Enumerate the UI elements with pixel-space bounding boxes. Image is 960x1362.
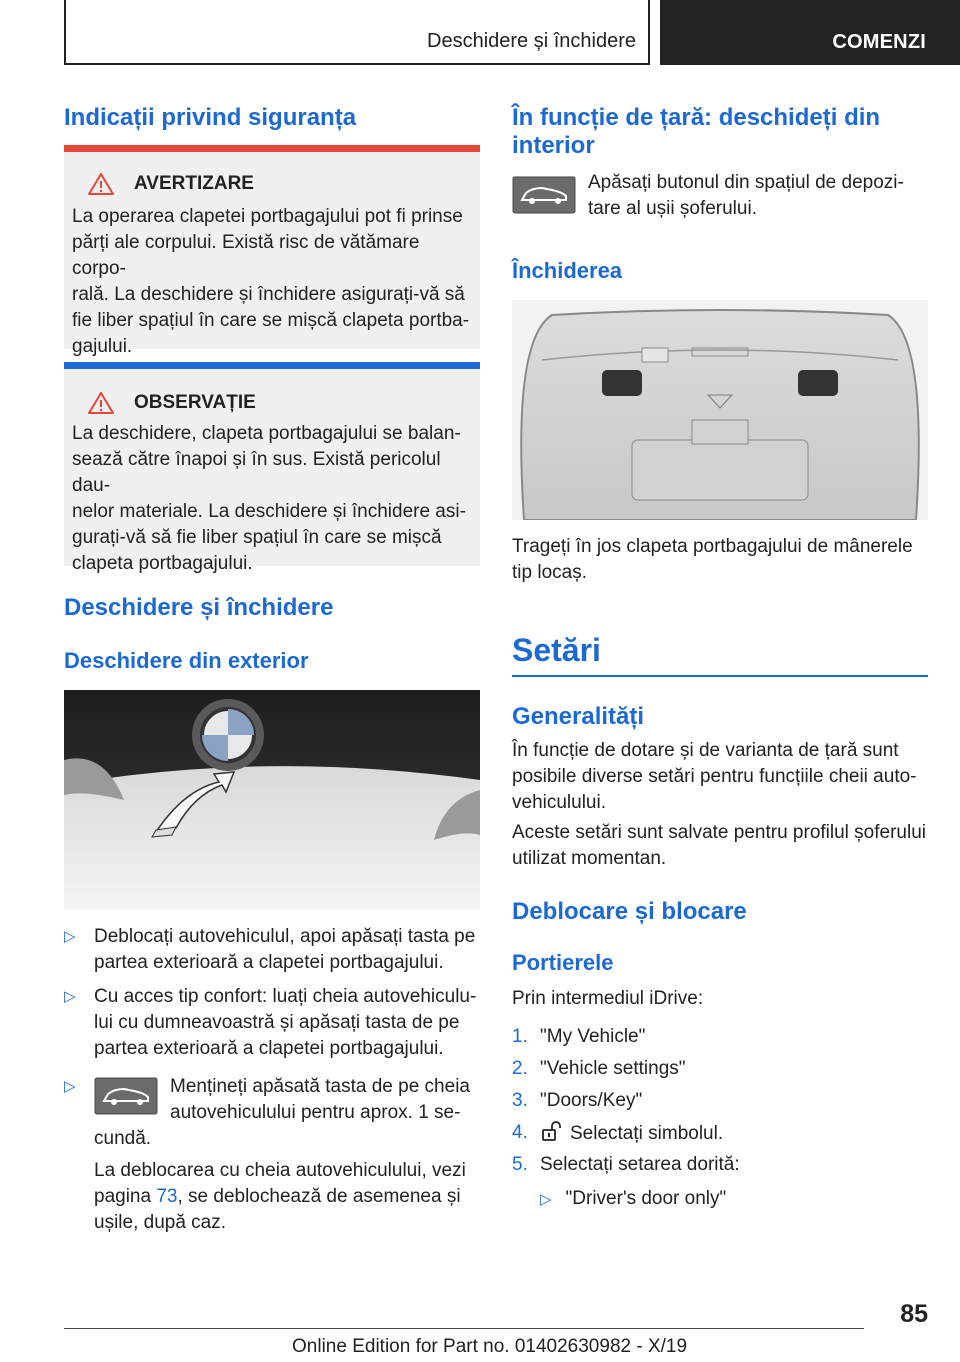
open-close-heading: Deschidere și închidere: [64, 594, 334, 621]
header-chapter-tab: COMENZI: [660, 0, 960, 65]
triangle-bullet-icon: ▷: [540, 1191, 552, 1208]
page-number: 85: [900, 1300, 928, 1328]
notice-box: OBSERVAȚIE La deschidere, clapeta portbagajului se balan- sează către înapoi și în sus. Există pericolul dau- nelor materiale. La deschidere și închidere asi- gurați-vă să fie liber spațiul în care se mișcă clapeta portbagajului.: [64, 362, 480, 566]
page-reference-line: pagina 73, se deblochează de asemenea și: [94, 1186, 461, 1207]
general-text: În funcție de dotare și de varianta de țară sunt posibile diverse setări pentru funcțiile cheii auto- vehiculului.: [512, 740, 917, 813]
doors-heading: Portierele: [512, 950, 614, 975]
idrive-text: Prin intermediul iDrive:: [512, 988, 704, 1009]
interior-heading: În funcție de țară: deschideți din interior: [512, 104, 881, 159]
list-item: ▷ Cu acces tip confort: luați cheia autovehiculu- lui cu dumneavoastră și apăsați tasta de pe partea exterioară a clapetei portbagajului.: [64, 986, 477, 1059]
notice-triangle-icon: [88, 392, 114, 414]
closing-text: Trageți în jos clapeta portbagajului de mânerele tip locaș.: [512, 536, 913, 583]
trunk-exterior-illustration: [64, 690, 480, 910]
warning-triangle-icon: [88, 173, 114, 195]
notice-bar: [64, 362, 480, 369]
exterior-heading: Deschidere din exterior: [64, 648, 309, 673]
door-button-icon: [512, 176, 576, 219]
settings-rule: [512, 675, 928, 677]
sub-option-item: ▷ "Driver's door only": [540, 1188, 727, 1209]
safety-heading: Indicații privind siguranța: [64, 104, 357, 131]
notice-text: La deschidere, clapeta portbagajului se balan- sează către înapoi și în sus. Există pericolul dau- nelor materiale. La deschidere și închidere asi- gurați-vă să fie liber spațiul în care se mișcă clapeta portbagajului.: [72, 423, 466, 574]
list-item: 4. Selectați simbolul.: [512, 1122, 724, 1144]
triangle-bullet-icon: ▷: [64, 928, 76, 945]
settings-steps-list: [512, 1024, 928, 1184]
list-item: 5. Selectați setarea dorită:: [512, 1154, 740, 1175]
triangle-bullet-icon: ▷: [64, 988, 76, 1005]
unlock-padlock-icon: [540, 1120, 562, 1142]
trunk-key-button-icon: [94, 1077, 158, 1123]
list-item: 3. "Doors/Key": [512, 1090, 643, 1111]
general-heading: Generalități: [512, 703, 645, 730]
page-link[interactable]: 73: [156, 1186, 178, 1207]
exterior-steps-list: [64, 924, 480, 1070]
list-item: 1. "My Vehicle": [512, 1026, 646, 1047]
settings-heading: Setări: [512, 632, 601, 668]
warning-box: AVERTIZARE La operarea clapetei portbagajului pot fi prinse părți ale corpului. Există risc de vătămare corpo- rală. La deschidere și închidere asigurați-vă să fie liber spațiul în care se mișcă clapeta portba- gajului.: [64, 145, 480, 349]
closing-heading: Închiderea: [512, 258, 623, 283]
interior-text: Apăsați butonul din spațiul de depozi- tare al ușii șoferului.: [588, 172, 904, 219]
footer-rule: [64, 1328, 864, 1329]
trunk-interior-illustration: [512, 300, 928, 520]
unlock-heading: Deblocare și blocare: [512, 898, 747, 925]
triangle-bullet-icon: ▷: [64, 1078, 76, 1095]
list-item: 2. "Vehicle settings": [512, 1058, 686, 1079]
warning-bar: [64, 145, 480, 152]
list-item: ▷ Deblocați autovehiculul, apoi apăsați tasta pe partea exterioară a clapetei portbagajului.: [64, 926, 476, 973]
general-text-2: Aceste setări sunt salvate pentru profilul șoferului utilizat momentan.: [512, 822, 926, 869]
footer-edition: Online Edition for Part no. 01402630982 - X/19: [292, 1336, 688, 1357]
warning-text: La operarea clapetei portbagajului pot fi prinse părți ale corpului. Există risc de vătămare corpo- rală. La deschidere și închidere asigurați-vă să fie liber spațiul în care se mișcă clapeta portba- gajului.: [72, 206, 470, 357]
header-section-title: Deschidere și închidere: [427, 30, 636, 52]
